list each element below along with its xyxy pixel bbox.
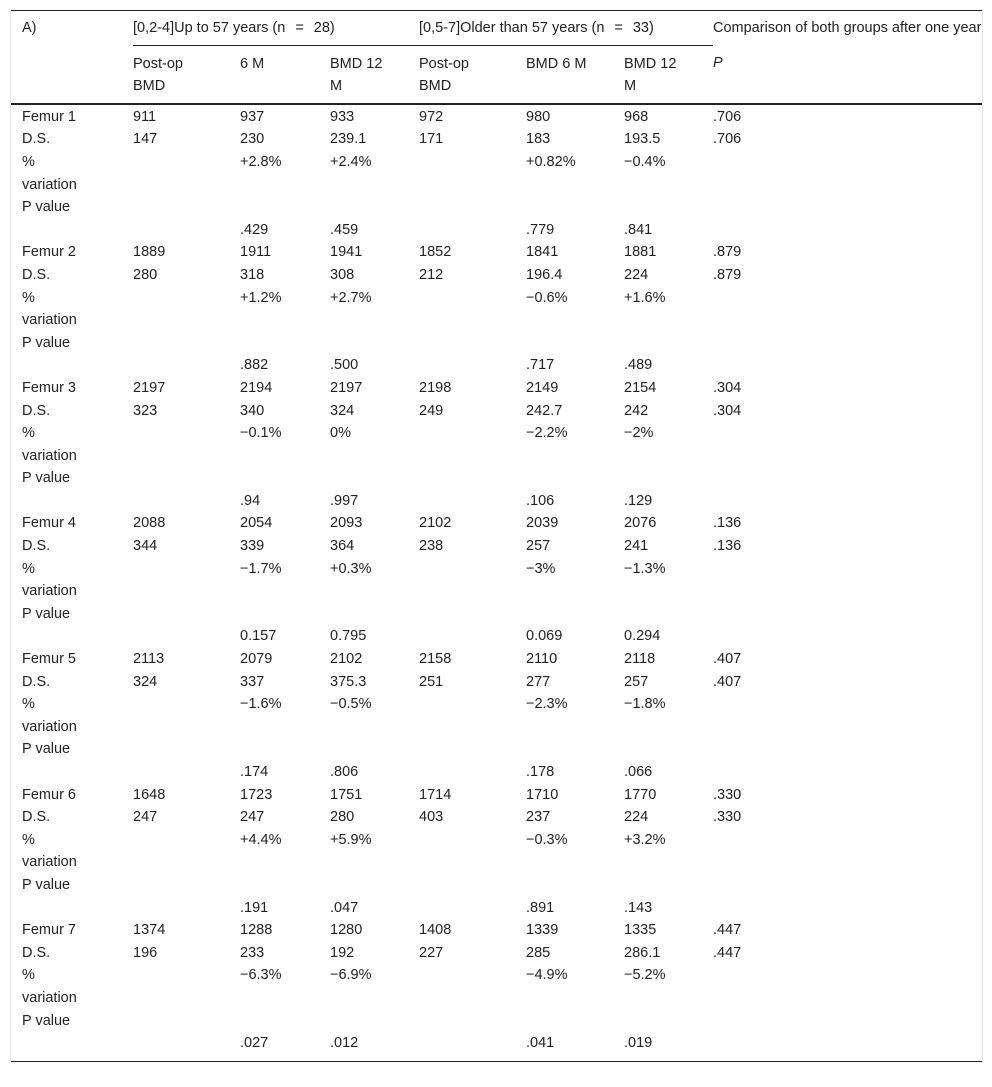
table-cell: 1710 237 −0.3% .891 xyxy=(526,786,568,916)
table-cell: .706 .706 xyxy=(713,108,742,148)
table-cell: 2154 242 −2% .129 xyxy=(624,379,657,509)
table-cell: .330 .330 xyxy=(713,786,742,826)
table-cell: 1852 212 xyxy=(419,244,452,283)
table-cell: 1714 403 xyxy=(419,786,452,826)
table-cell: 1751 280 +5.9% .047 xyxy=(330,786,372,916)
table-cell: .407 .407 xyxy=(713,651,742,690)
table-cell: 911 147 xyxy=(133,108,158,148)
row-label: Femur 3 D.S. % variation P value xyxy=(22,379,77,487)
col-header: Post-op BMD xyxy=(419,55,469,95)
table-cell: 1911 318 +1.2% .882 xyxy=(240,244,282,374)
table-cell: 1280 192 −6.9% .012 xyxy=(330,919,419,1061)
group-old-prefix: [0,5-7]Older than 57 years (n xyxy=(419,20,605,36)
group-header-old xyxy=(419,11,713,46)
row-label: Femur 7 D.S. % variation P value xyxy=(11,919,133,1061)
table-cell: 1889 280 xyxy=(133,244,166,283)
table-cell: 2102 375.3 −0.5% .806 xyxy=(330,651,372,780)
group-young-prefix: [0,2-4]Up to 57 years (n xyxy=(133,20,286,36)
table-cell: 972 171 xyxy=(419,108,444,148)
table-cell: 933 239.1 +2.4% .459 xyxy=(330,108,372,238)
col-header-p: P xyxy=(713,55,723,72)
table-cell: .304 .304 xyxy=(713,379,742,419)
corner-label: A) xyxy=(11,11,133,104)
table-row xyxy=(11,104,982,242)
table-cell: 980 183 +0.82% .779 xyxy=(526,108,576,238)
table-cell: 2194 340 −0.1% .94 xyxy=(240,379,282,509)
col-header: 6 M xyxy=(240,55,265,72)
group-header-comparison: Comparison of both groups after one year xyxy=(713,11,982,46)
col-header: Post-op BMD xyxy=(133,55,183,95)
table-cell: 1408 227 xyxy=(419,919,526,1061)
table-cell: 2102 238 xyxy=(419,515,452,555)
table-row xyxy=(11,919,982,1061)
table-row xyxy=(11,648,982,784)
header-row-columns xyxy=(11,45,982,104)
table-cell: 2110 277 −2.3% .178 xyxy=(526,651,568,780)
table-cell: 1648 247 xyxy=(133,786,166,826)
table-cell: 1881 224 +1.6% .489 xyxy=(624,244,666,374)
table-cell: 1841 196.4 −0.6% .717 xyxy=(526,244,568,374)
table-cell: 2149 242.7 −2.2% .106 xyxy=(526,379,568,509)
table-cell: 2198 249 xyxy=(419,379,452,419)
table-cell: 1335 286.1 −5.2% .019 xyxy=(624,919,713,1061)
table-cell: 1941 308 +2.7% .500 xyxy=(330,244,372,374)
row-label: Femur 5 D.S. % variation P value xyxy=(22,651,77,758)
table-cell: 2093 364 +0.3% 0.795 xyxy=(330,515,372,645)
table-cell: .136 .136 xyxy=(713,515,742,555)
group-young-n: 28) xyxy=(313,20,335,36)
bmd-table-container xyxy=(10,10,983,1062)
table-cell: 2197 323 xyxy=(133,379,166,419)
table-cell: 2088 344 xyxy=(133,515,166,555)
table-cell: 2197 324 0% .997 xyxy=(330,379,363,509)
table-cell: 1288 233 −6.3% .027 xyxy=(240,919,330,1061)
table-cell: 2113 324 xyxy=(133,651,165,690)
table-cell: 2079 337 −1.6% .174 xyxy=(240,651,282,780)
row-label: Femur 2 D.S. % variation P value xyxy=(22,244,77,351)
col-header: BMD 12 M xyxy=(624,55,677,95)
table-cell: .447 .447 xyxy=(713,919,982,1061)
group-young-eq: = xyxy=(295,20,304,36)
table-cell: 1339 285 −4.9% .041 xyxy=(526,919,624,1061)
table-cell: .879 .879 xyxy=(713,244,742,283)
table-cell: 1374 196 xyxy=(133,919,240,1061)
table-cell: 968 193.5 −0.4% .841 xyxy=(624,108,666,238)
table-cell: 2054 339 −1.7% 0.157 xyxy=(240,515,282,645)
table-row xyxy=(11,784,982,920)
table-cell: 1723 247 +4.4% .191 xyxy=(240,786,282,916)
table-cell: 1770 224 +3.2% .143 xyxy=(624,786,666,916)
table-row xyxy=(11,512,982,648)
group-old-eq: = xyxy=(614,20,623,36)
row-label: Femur 6 D.S. % variation P value xyxy=(22,786,77,893)
table-row xyxy=(11,241,982,377)
group-header-young xyxy=(133,11,419,46)
table-cell: 2158 251 xyxy=(419,651,452,690)
row-label: Femur 1 D.S. % variation P value xyxy=(22,108,77,216)
group-old-n: 33) xyxy=(632,20,654,36)
header-row-groups xyxy=(11,11,982,46)
bmd-comparison-table xyxy=(11,10,982,1062)
col-header: BMD 6 M xyxy=(526,55,587,72)
table-cell: 2039 257 −3% 0.069 xyxy=(526,515,563,645)
row-label: Femur 4 D.S. % variation P value xyxy=(22,515,77,622)
table-cell: 2118 257 −1.8% .066 xyxy=(624,651,666,780)
col-header: BMD 12 M xyxy=(330,55,383,95)
table-cell: 937 230 +2.8% .429 xyxy=(240,108,282,238)
table-row xyxy=(11,377,982,513)
table-cell: 2076 241 −1.3% 0.294 xyxy=(624,515,666,645)
